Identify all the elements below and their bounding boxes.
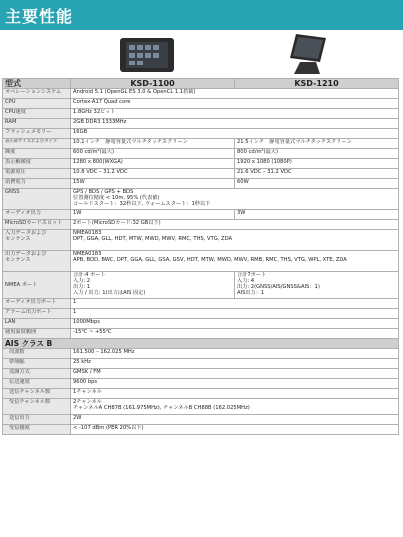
row-label: 使用温度範囲 [3, 329, 71, 339]
row-label: 輝度 [3, 149, 71, 159]
ais-rx-label: 受信チャンネル数 [3, 399, 71, 415]
row-label: 伝送速度 [3, 379, 71, 389]
row-value-right: 60W [235, 179, 399, 189]
output-data-label [3, 251, 71, 272]
row-value-right: 800 cd/m²(最大) [235, 149, 399, 159]
label-line: 入力データおよび [5, 230, 47, 236]
row-value-right: 21.5インチ 静電容量式マルチタッチスクリーン [235, 139, 399, 149]
row-value-left: 1W [71, 210, 235, 220]
row-label: 帯域幅 [3, 359, 71, 369]
gnss-value [71, 189, 399, 210]
row-label: 変調方式 [3, 369, 71, 379]
row-label: 送信出力 [3, 415, 71, 425]
ais-rx-value [71, 399, 399, 415]
nmea-port-label: NMEA ポート [3, 272, 71, 299]
row-value-right: 1920 x 1080 (1080P) [235, 159, 399, 169]
row-label: 消費電力 [3, 179, 71, 189]
row-value: Android 5.1 (OpenGL ES 3.0 & OpenCL 1.1搭載) [71, 89, 399, 99]
row-value-right: 3W [235, 210, 399, 220]
model-right: KSD-1210 [235, 79, 399, 89]
row-value: -15℃ ~ +55℃ [71, 329, 399, 339]
row-value: 1 [71, 309, 399, 319]
label-line: センテンス [5, 257, 31, 263]
row-label: 周波数 [3, 349, 71, 359]
row-value-left: 1280 x 800(WXGA) [71, 159, 235, 169]
value-line: AIS出力：1 [237, 290, 265, 296]
row-label: 表示解像度 [3, 159, 71, 169]
page-title: 主要性能 [5, 7, 74, 26]
model-left: KSD-1100 [71, 79, 235, 89]
row-label: オペレーションシステム [3, 89, 71, 99]
row-label: MicroSDカードスロット [3, 220, 71, 230]
row-value: 161.500 – 162.025 MHz [71, 349, 399, 359]
input-data-label [3, 230, 71, 251]
ais-section-title: AIS クラス B [3, 339, 399, 349]
value-line: 合計7ポート [237, 272, 267, 278]
row-value-left: 15W [71, 179, 235, 189]
gnss-label: GNSS [3, 189, 71, 210]
nmea-port-left [71, 272, 235, 299]
value-line: 入力: 4 [237, 278, 255, 284]
row-value-right: 21.6 VDC – 31.2 VDC [235, 169, 399, 179]
row-label: 電源電圧 [3, 169, 71, 179]
row-value: 1チャンネル [71, 389, 399, 399]
value-line: 合計:4 ポート [73, 272, 106, 278]
row-value-left: 10.8 VDC – 31.2 VDC [71, 169, 235, 179]
value-line: チャンネルA CH87B (161.975MHz), チャンネルB CH88B (162.025MHz) [73, 405, 250, 411]
row-value: GMSK / FM [71, 369, 399, 379]
ksd-1210-device-image [286, 32, 330, 76]
row-value: 2ポート(MicroSDカード:32 GB以下) [71, 220, 399, 230]
row-label: 表示部サイズおよびタイプ [3, 139, 71, 149]
row-label: 受信感度 [3, 425, 71, 435]
spec-table [2, 78, 399, 435]
row-label: RAM [3, 119, 71, 129]
row-value: 1 [71, 299, 399, 309]
row-label: CPU [3, 99, 71, 109]
value-line: DPT, GGA, GLL, HDT, MTW, MWD, MWV, RMC, THS, VTG, ZDA [73, 236, 233, 242]
row-value: 25 kHz [71, 359, 399, 369]
row-value: Cortex-A17 Quad core [71, 99, 399, 109]
value-line: 出力: 2(GNSS/AIS/GNSS&AIS：1) [237, 284, 320, 290]
row-value: 16GB [71, 129, 399, 139]
label-line: センテンス [5, 236, 31, 242]
row-label: オーディオ出力 [3, 210, 71, 220]
row-value-left: 600 cd/m²(最大) [71, 149, 235, 159]
row-label: アラーム出力ポート [3, 309, 71, 319]
row-label: フラッシュメモリー [3, 129, 71, 139]
output-data-value [71, 251, 399, 272]
value-line: APB, BOD, BWC, DPT, GGA, GLL, GSA, GSV, HDT, MTW, MWD, MWV, RMB, RMC, THS, VTG, WPL, XTE, ZDA [73, 257, 347, 263]
value-line: 2チャンネル [73, 399, 102, 405]
row-value: 1000Mbps [71, 319, 399, 329]
value-line: 入力: 2 [73, 278, 91, 284]
gnss-line: コールドスタート：32秒以下, ウォームスタート：1秒以下 [73, 201, 211, 207]
row-label: CPU速度 [3, 109, 71, 119]
nmea-port-right [235, 272, 399, 299]
ksd-1100-device-image [118, 36, 176, 74]
input-data-value [71, 230, 399, 251]
model-header-label: 型式 [3, 79, 71, 89]
gnss-line: 位置測位精度 < 10m, 95% (代表値) [73, 195, 160, 201]
label-line: 出力データおよび [5, 251, 47, 257]
value-line: 入力 / 出力: 1(出力はAIS 固定) [73, 290, 146, 296]
row-value: 2W [71, 415, 399, 425]
row-value: 2GB DDR3 1333MHz [71, 119, 399, 129]
value-line: 出力: 1 [73, 284, 91, 290]
value-line: NMEA0183 [73, 251, 102, 257]
page-header [0, 0, 403, 30]
row-label: 送信チャンネル数 [3, 389, 71, 399]
row-value: 1.8GHz 32ビット [71, 109, 399, 119]
row-label: LAN [3, 319, 71, 329]
row-value: < -107 dBm (PER 20%以下) [71, 425, 399, 435]
row-value: 9600 bps [71, 379, 399, 389]
gnss-line: GPS / BDS / GPS + BDS [73, 189, 134, 195]
value-line: NMEA0183 [73, 230, 102, 236]
row-value-left: 10.1インチ 静電容量式マルチタッチスクリーン [71, 139, 235, 149]
row-label: オーディオ出力ポート [3, 299, 71, 309]
